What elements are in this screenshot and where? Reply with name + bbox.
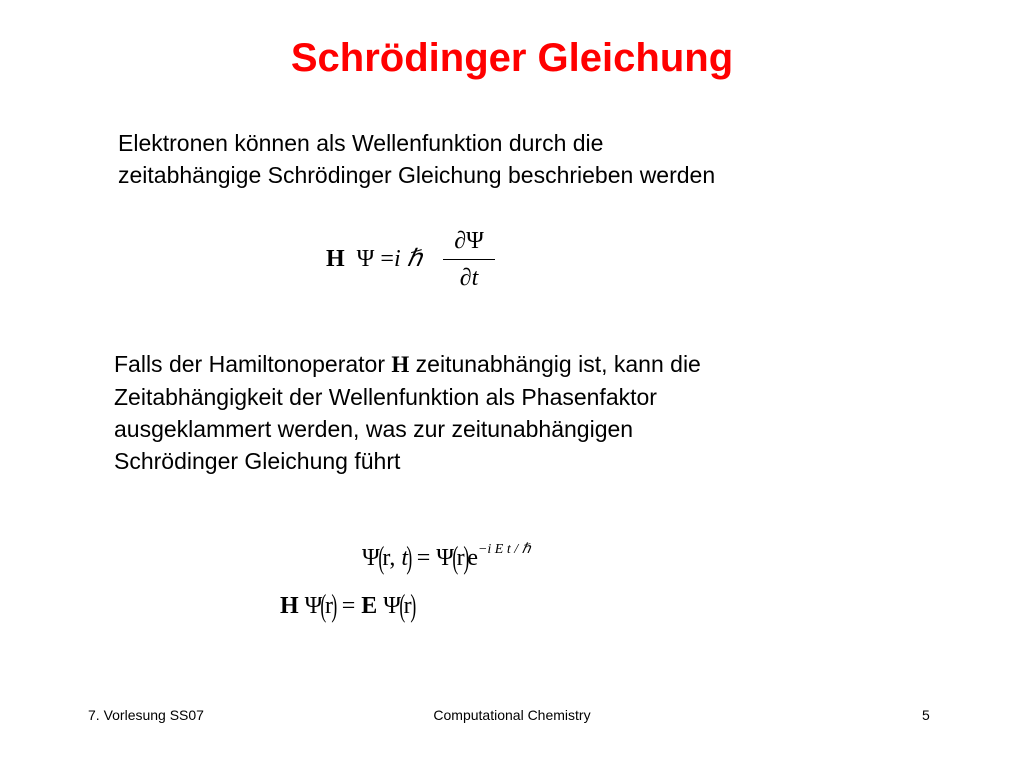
eq2-exp-base: e bbox=[467, 545, 478, 571]
eq2-time: t bbox=[401, 545, 409, 571]
eq2-equals: = bbox=[410, 545, 437, 571]
intro-line-1: Elektronen können als Wellenfunktion durch die bbox=[118, 130, 604, 156]
eq2-exponent: −i E t / ℏ bbox=[477, 542, 531, 557]
eq3-energy: E bbox=[361, 593, 378, 619]
psi-symbol: Ψ bbox=[356, 246, 375, 272]
eq2-arg-r: r bbox=[456, 545, 465, 571]
separation-of-variables-equation: Ψ(r, $t) = \Psi(r)e^{-i E t / \hbar}$ bbox=[362, 539, 531, 575]
eq3-equals: = bbox=[335, 593, 362, 619]
eq3-psi: Ψ bbox=[304, 593, 323, 619]
explanation-line-1-start: Falls der Hamiltonoperator bbox=[114, 351, 392, 377]
explanation-line-3: ausgeklammert werden, was zur zeitunabhängigen bbox=[114, 416, 634, 442]
equals-sign: = bbox=[380, 246, 394, 272]
explanation-line-1 bbox=[114, 348, 894, 381]
footer-course-title: Computational Chemistry bbox=[433, 707, 591, 723]
eq3-hamiltonian: H bbox=[280, 593, 299, 619]
intro-line-2: zeitabhängige Schrödinger Gleichung beschrieben werden bbox=[118, 162, 716, 188]
fraction-numerator: ∂Ψ bbox=[454, 228, 484, 254]
hamiltonian-symbol: H bbox=[326, 246, 345, 272]
eq2-args: r, bbox=[382, 545, 402, 571]
footer-page-number: 5 bbox=[922, 707, 930, 723]
explanation-paragraph bbox=[114, 348, 894, 477]
footer-lecture-label: 7. Vorlesung SS07 bbox=[88, 707, 204, 723]
hamiltonian-inline-symbol: H bbox=[391, 352, 410, 377]
eq2-psi: Ψ bbox=[362, 545, 380, 571]
explanation-line-4: Schrödinger Gleichung führt bbox=[114, 448, 401, 474]
eq3-psi-right: Ψ bbox=[383, 593, 401, 619]
eq3-arg-r: r bbox=[325, 593, 334, 619]
intro-paragraph bbox=[118, 127, 898, 191]
fraction-denominator: ∂t bbox=[459, 265, 479, 291]
explanation-line-1-end: zeitunabhängig ist, kann die bbox=[409, 351, 701, 377]
eq3-arg-r-right: r bbox=[403, 593, 412, 619]
time-derivative-fraction bbox=[443, 226, 495, 293]
eq2-psi-spatial: Ψ bbox=[436, 545, 454, 571]
hbar-symbol: ℏ bbox=[406, 246, 422, 272]
imaginary-unit: i bbox=[393, 246, 401, 272]
explanation-line-2: Zeitabhängigkeit der Wellenfunktion als Phasenfaktor bbox=[114, 384, 657, 410]
fraction-bar bbox=[443, 259, 495, 260]
slide-title: Schrödinger Gleichung bbox=[290, 36, 734, 80]
equation1-lhs bbox=[326, 244, 422, 274]
time-independent-schrodinger-equation: H Ψ(r) = E Ψ(r) bbox=[280, 587, 416, 623]
